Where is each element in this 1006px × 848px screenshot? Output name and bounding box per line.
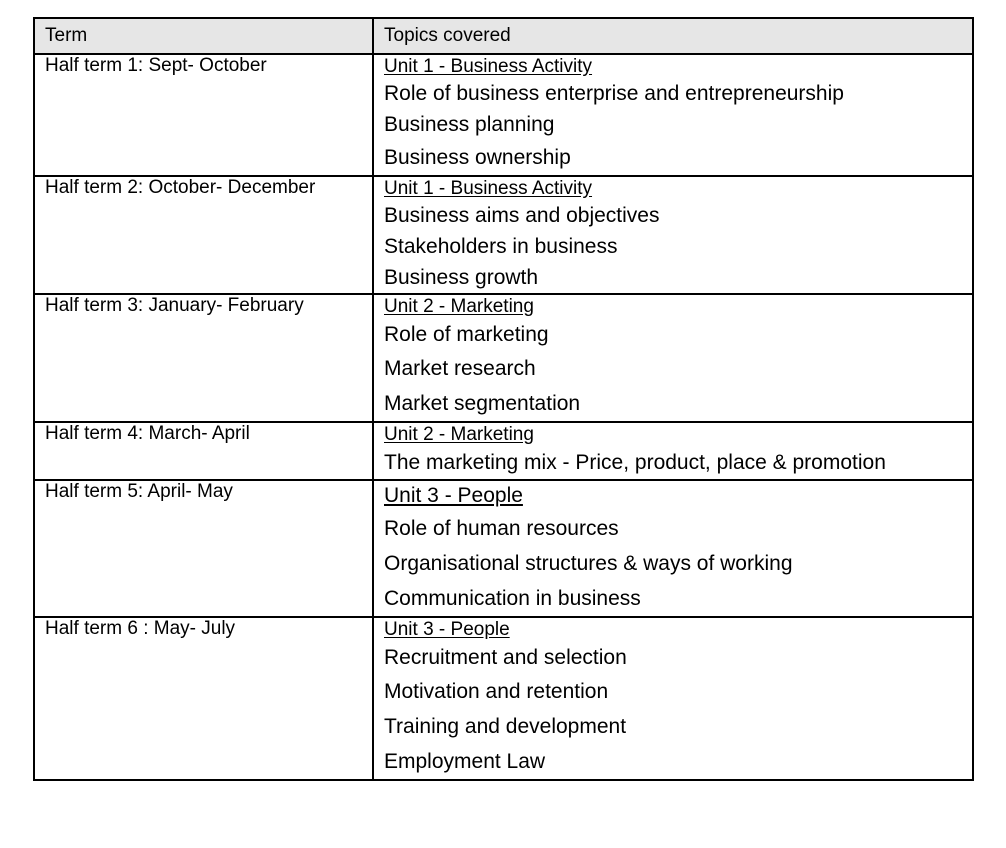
table-row [34,294,973,422]
topic-item: Role of business enterprise and entrepreneurship [384,82,844,105]
topic-item: Recruitment and selection [384,646,627,669]
topics-cell [373,294,973,422]
topics-cell [373,176,973,294]
topic-item: Business planning [384,113,555,136]
topic-item: Training and development [384,715,627,738]
table-row [34,617,973,780]
term-cell: Half term 6 : May- July [34,617,373,780]
topics-column-header: Topics covered [373,18,973,54]
topics-cell [373,54,973,176]
topics-cell [373,617,973,780]
topic-item: Role of marketing [384,323,549,346]
table-row [34,176,973,294]
unit-heading: Unit 3 - People [384,619,510,640]
table-row [34,480,973,617]
topic-item: Market research [384,357,536,380]
curriculum-table [33,17,974,781]
header-row [34,18,973,54]
topic-item: Market segmentation [384,392,581,415]
topic-item: Stakeholders in business [384,235,618,258]
topic-item: Business growth [384,266,539,289]
term-cell: Half term 4: March- April [34,422,373,480]
topic-item: Motivation and retention [384,680,609,703]
term-column-header: Term [34,18,373,54]
unit-heading: Unit 2 - Marketing [384,296,534,317]
term-cell: Half term 3: January- February [34,294,373,422]
topic-item: Employment Law [384,750,546,773]
topic-item: Business ownership [384,146,571,169]
term-cell: Half term 2: October- December [34,176,373,294]
unit-heading: Unit 3 - People [384,484,523,507]
topics-cell [373,422,973,480]
term-cell: Half term 1: Sept- October [34,54,373,176]
topic-item: Role of human resources [384,517,619,540]
topics-cell [373,480,973,617]
unit-heading: Unit 2 - Marketing [384,424,534,445]
table-row [34,54,973,176]
topic-item: Business aims and objectives [384,204,660,227]
topic-item: The marketing mix - Price, product, place & promotion [384,451,886,474]
unit-heading: Unit 1 - Business Activity [384,56,593,77]
topic-item: Communication in business [384,587,641,610]
topic-item: Organisational structures & ways of working [384,552,793,575]
unit-heading: Unit 1 - Business Activity [384,178,593,199]
term-cell: Half term 5: April- May [34,480,373,617]
table-row [34,422,973,480]
